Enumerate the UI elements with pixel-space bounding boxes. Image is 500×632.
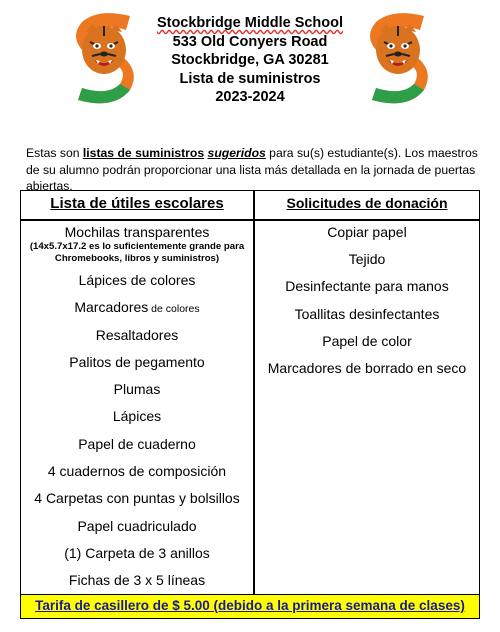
supply-item — [21, 381, 253, 408]
school-supplies-list — [21, 224, 253, 600]
supply-item — [21, 436, 253, 463]
supply-item-label: 4 cuadernos de composición — [47, 463, 227, 480]
supply-item-label: Resaltadores — [95, 326, 179, 343]
supply-item — [21, 354, 253, 381]
locker-fee-banner: Tarifa de casillero de $ 5.00 (debido a la primera semana de clases) — [20, 595, 480, 619]
supply-item-note: (14x5.7x17.2 es lo suficientemente grande para Chromebooks, libros y suministros) — [29, 241, 245, 264]
intro-text-2: para su(s) estudiante(s). Los maestros de su alumno podrán proporcionar una lista más detallada en la jornada de puertas abiertas. — [26, 146, 478, 194]
school-info — [120, 14, 380, 107]
supply-item — [21, 518, 253, 545]
donation-item: Marcadores de borrado en seco — [267, 359, 467, 376]
intro-italic: sugeridos — [207, 146, 266, 161]
tiger-s-logo-icon — [362, 8, 434, 108]
intro-text-1: Estas son — [26, 146, 83, 161]
supply-item-label: Marcadores — [74, 299, 149, 316]
supply-item-label: 4 Carpetas con puntas y bolsillos — [34, 490, 240, 507]
intro-paragraph — [26, 145, 478, 195]
supply-item — [21, 408, 253, 435]
supply-item-label: Palitos de pegamento — [69, 353, 205, 370]
supply-item — [21, 490, 253, 517]
supply-item-qualifier: de colores — [148, 303, 200, 316]
donation-item: Desinfectante para manos — [285, 278, 449, 295]
supply-item-label: Papel de cuaderno — [78, 435, 196, 452]
supply-item — [21, 463, 253, 490]
school-supplies-header: Lista de útiles escolares — [50, 195, 224, 212]
donation-requests-header: Solicitudes de donación — [286, 195, 448, 211]
document-title: Lista de suministros — [179, 70, 321, 87]
supply-item-label: (1) Carpeta de 3 anillos — [64, 544, 210, 561]
header-divider — [21, 219, 479, 221]
supply-table — [20, 190, 480, 595]
school-name: Stockbridge Middle School — [156, 15, 344, 31]
donation-item: Copiar papel — [327, 224, 407, 240]
donation-item: Papel de color — [322, 332, 412, 349]
donation-requests-list — [255, 224, 479, 387]
address-line1: 533 Old Conyers Road — [172, 33, 328, 50]
supply-item — [21, 272, 253, 299]
supply-item-label: Papel cuadriculado — [77, 517, 197, 534]
supply-item — [21, 299, 253, 326]
address-line2: Stockbridge, GA 30281 — [171, 52, 329, 68]
donation-item: Tejido — [348, 251, 386, 268]
supply-item — [21, 327, 253, 354]
supply-item-label: Fichas de 3 x 5 líneas — [68, 572, 206, 589]
supply-item-label: Lápices de colores — [78, 272, 196, 288]
supply-item — [21, 545, 253, 572]
supply-item — [21, 224, 253, 272]
donation-item: Toallitas desinfectantes — [294, 305, 440, 322]
supply-item-label: Plumas — [113, 381, 161, 398]
supply-item-label: Mochilas transparentes — [64, 224, 210, 240]
school-year: 2023-2024 — [215, 89, 285, 105]
intro-underlined: listas de suministros — [82, 146, 205, 161]
document-header — [0, 0, 500, 125]
supply-item-label: Lápices — [112, 408, 162, 425]
